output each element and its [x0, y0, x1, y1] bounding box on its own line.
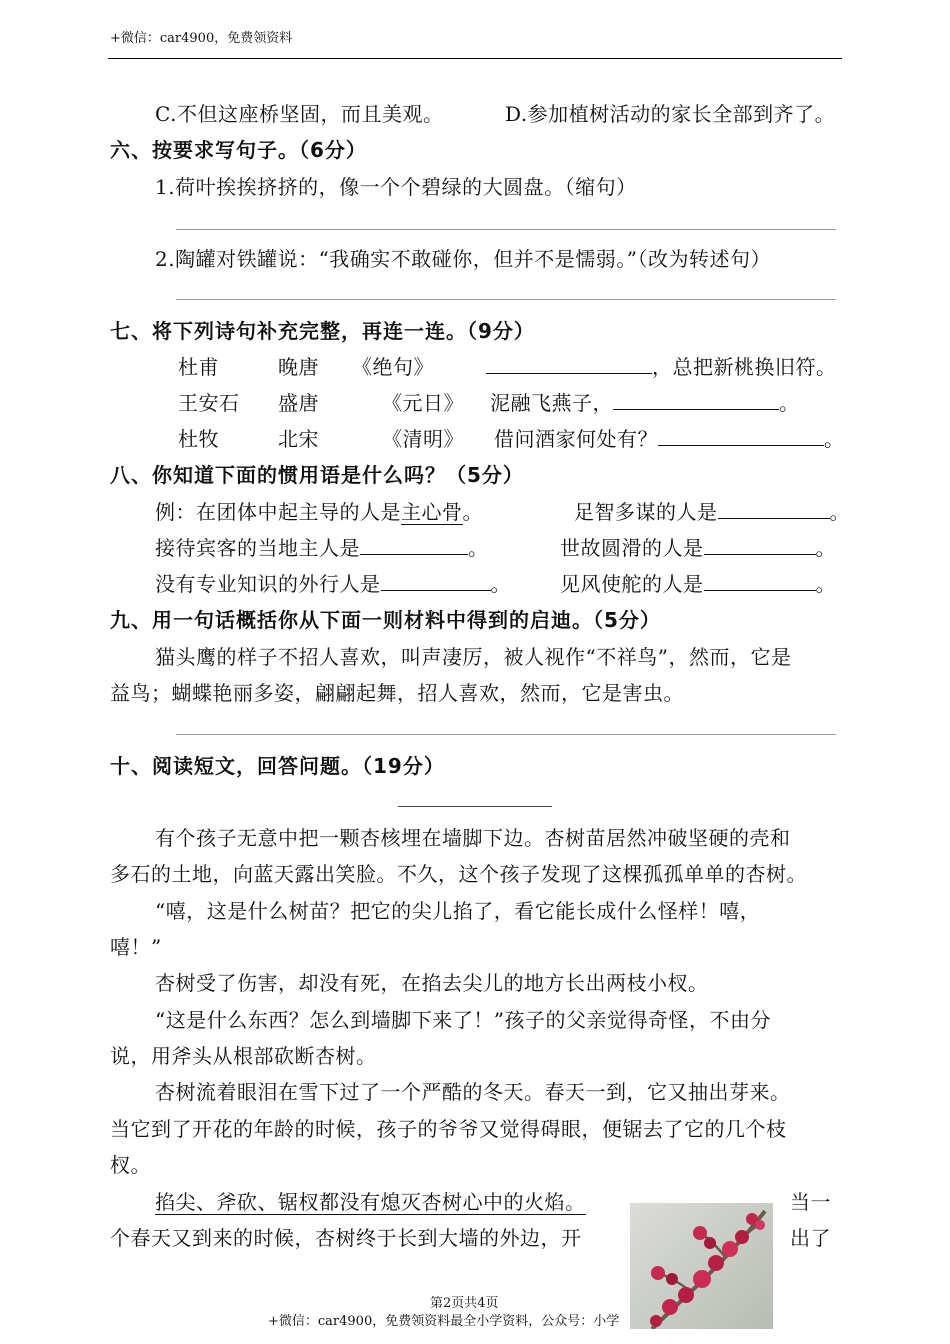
header-rule [108, 58, 842, 59]
poem-title: 《清明》 [382, 427, 464, 451]
poem-title: 《元日》 [382, 391, 464, 415]
q7-title: 七、将下列诗句补充完整，再连一连。（9分） [110, 319, 535, 343]
fill-blank[interactable] [486, 355, 652, 374]
q8-item: 见风使舵的人是 。 [560, 572, 836, 596]
answer-line[interactable] [176, 734, 836, 735]
poet-name: 杜甫 [178, 355, 219, 379]
q9-material-line: 猫头鹰的样子不招人喜欢，叫声凄厉，被人视作“不祥鸟”，然而，它是 [155, 645, 792, 669]
header-text: +微信：car4900，免费领资料 [110, 31, 293, 46]
poet-era: 北宋 [278, 427, 319, 451]
fill-blank[interactable] [360, 536, 468, 555]
q5-option-c: C.不但这座桥坚固，而且美观。 [155, 102, 444, 126]
article-line: 个春天又到来的时候，杏树终于长到大墙的外边，开 [110, 1226, 582, 1250]
q6-title: 六、按要求写句子。（6分） [110, 138, 367, 162]
article-line: 杏树流着眼泪在雪下过了一个严酷的冬天。春天一到，它又抽出芽来。 [155, 1080, 791, 1104]
fill-blank[interactable] [613, 391, 779, 410]
page-number: 第2页共4页 [430, 1296, 499, 1311]
article-line: 说，用斧头从根部砍断杏树。 [110, 1044, 377, 1068]
example-answer: 主心骨 [401, 500, 463, 524]
apricot-blossom-image [630, 1203, 773, 1329]
q8-item: 足智多谋的人是 。 [574, 500, 850, 524]
article-line-tail: 当一 [790, 1190, 831, 1214]
fill-blank[interactable] [381, 572, 491, 591]
fill-blank[interactable] [658, 427, 824, 446]
poem-title: 《绝句》 [352, 355, 434, 379]
q5-option-d: D.参加植树活动的家长全部到齐了。 [505, 102, 836, 126]
poet-name: 杜牧 [178, 427, 219, 451]
q8-item: 接待宾客的当地主人是 。 [155, 536, 489, 560]
underlined-sentence: 掐尖、斧砍、锯杈都没有熄灭杏树心中的火焰。 [155, 1190, 586, 1214]
answer-line[interactable] [176, 229, 836, 230]
q8-title: 八、你知道下面的惯用语是什么吗？（5分） [110, 463, 524, 487]
fill-blank[interactable] [704, 572, 816, 591]
poet-name: 王安石 [178, 391, 240, 415]
footer-text: +微信：car4900，免费领资料最全小学资料，公众号：小学 [268, 1314, 620, 1329]
q8-item: 没有专业知识的外行人是 。 [155, 572, 511, 596]
article-line: 杏树受了伤害，却没有死，在掐去尖儿的地方长出两枝小杈。 [155, 971, 709, 995]
article-line: 杈。 [110, 1153, 151, 1177]
poet-era: 晚唐 [278, 355, 319, 379]
poet-era: 盛唐 [278, 391, 319, 415]
fill-blank[interactable] [704, 536, 816, 555]
q6-item-1: 1.荷叶挨挨挤挤的，像一个个碧绿的大圆盘。（缩句） [155, 175, 637, 199]
article-line: 嘻！” [110, 935, 162, 959]
q9-material-line: 益鸟；蝴蝶艳丽多姿，翩翩起舞，招人喜欢，然而，它是害虫。 [110, 681, 684, 705]
poem-line: 借问酒家何处有？ 。 [494, 427, 845, 451]
article-line: “嘻，这是什么树苗？把它的尖儿掐了，看它能长成什么怪样！嘻， [155, 899, 761, 923]
q8-example: 例：在团体中起主导的人是主心骨。 [155, 500, 483, 524]
article-title-blank[interactable] [398, 806, 552, 807]
q9-title: 九、用一句话概括你从下面一则材料中得到的启迪。（5分） [110, 608, 661, 632]
article-line: 有个孩子无意中把一颗杏核埋在墙脚下边。杏树苗居然冲破坚硬的壳和 [155, 826, 791, 850]
q10-title: 十、阅读短文，回答问题。（19分） [110, 754, 445, 778]
q6-item-2: 2.陶罐对铁罐说：“我确实不敢碰你，但并不是懦弱。”（改为转述句） [155, 247, 772, 271]
article-line: 多石的土地，向蓝天露出笑脸。不久，这个孩子发现了这棵孤孤单单的杏树。 [110, 862, 807, 886]
fill-blank[interactable] [718, 500, 830, 519]
article-line-tail: 出了 [790, 1226, 831, 1250]
poem-line: ，总把新桃换旧符。 [486, 351, 837, 380]
q8-item: 世故圆滑的人是 。 [560, 536, 836, 560]
article-line: 当它到了开花的年龄的时候，孩子的爷爷又觉得碍眼，便锯去了它的几个枝 [110, 1117, 787, 1141]
answer-line[interactable] [176, 299, 836, 300]
poem-line: 泥融飞燕子， 。 [490, 391, 800, 415]
article-line: “这是什么东西？怎么到墙脚下来了！”孩子的父亲觉得奇怪，不由分 [155, 1008, 771, 1032]
